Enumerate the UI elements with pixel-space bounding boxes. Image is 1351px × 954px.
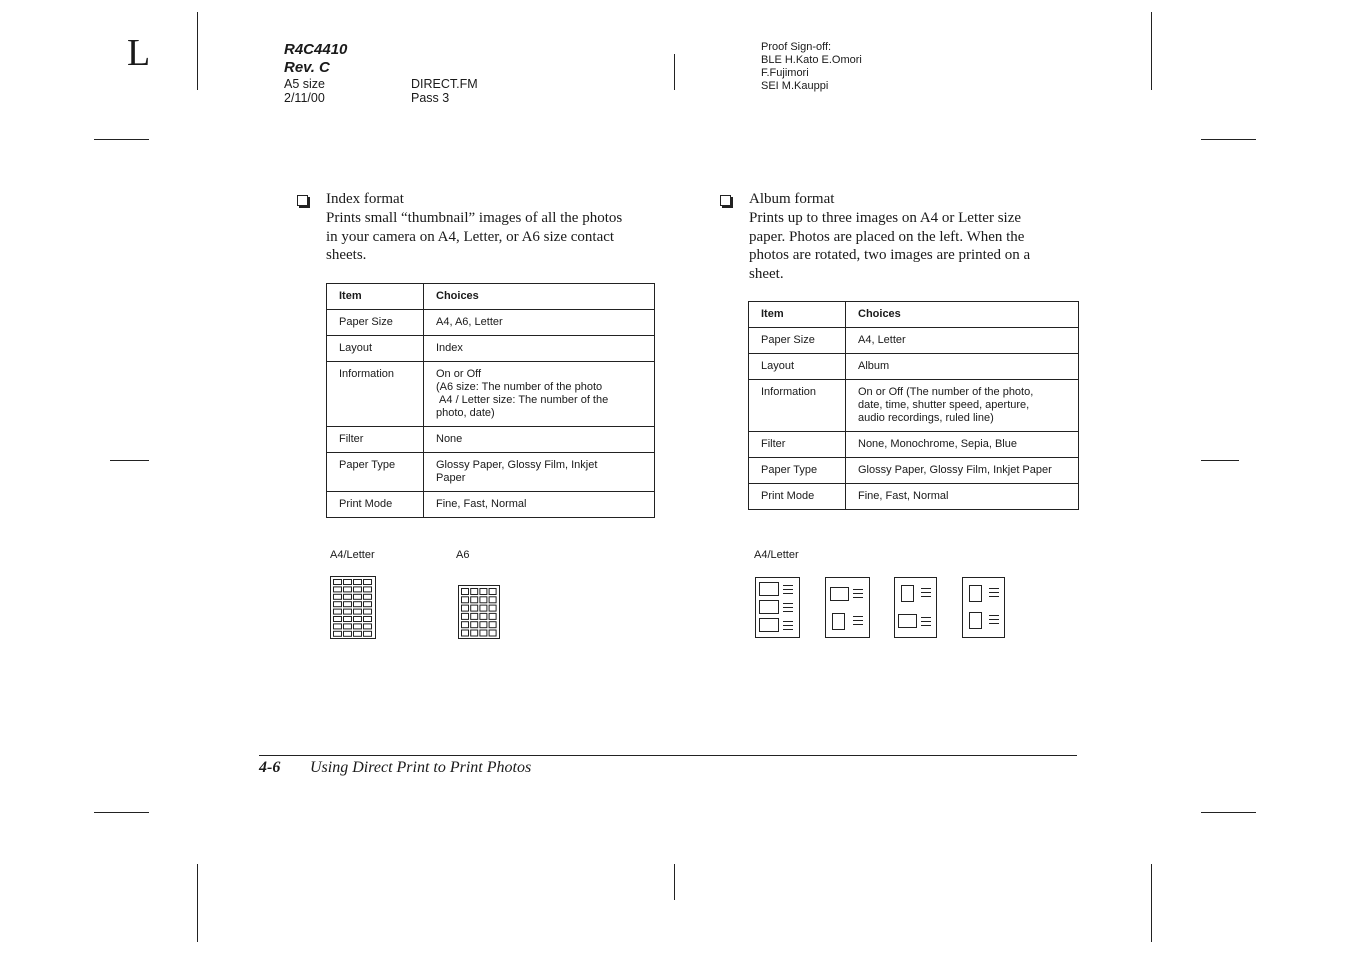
paper-size-label: A5 size <box>284 77 325 91</box>
row-choices: None, Monochrome, Sepia, Blue <box>846 432 1079 458</box>
column-header-item: Item <box>327 284 424 310</box>
index-format-table <box>326 283 655 518</box>
album-format-table <box>748 301 1079 510</box>
pass-label: Pass 3 <box>411 91 450 105</box>
crop-mark <box>1201 460 1239 461</box>
crop-mark <box>110 460 149 461</box>
page-side-letter: L <box>127 32 151 74</box>
row-choices: On or Off (A6 size: The number of the photo A4 / Letter size: The number of the photo, date) <box>424 362 655 427</box>
table-row <box>749 484 1079 510</box>
row-choices: Album <box>846 354 1079 380</box>
proof-line: F.Fujimori <box>761 67 809 79</box>
index-format-description: Prints small “thumbnail” images of all the photos in your camera on A4, Letter, or A6 size contact sheets. <box>326 210 623 263</box>
column-header-choices: Choices <box>846 302 1079 328</box>
crop-mark <box>94 812 149 813</box>
proof-line: SEI M.Kauppi <box>761 80 829 92</box>
column-header-choices: Choices <box>424 284 655 310</box>
proof-line: Proof Sign-off: <box>761 41 832 53</box>
row-choices: A4, Letter <box>846 328 1079 354</box>
row-choices: None <box>424 427 655 453</box>
row-choices: Glossy Paper, Glossy Film, Inkjet Paper <box>846 458 1079 484</box>
crop-mark <box>1201 812 1256 813</box>
table-row <box>327 336 655 362</box>
crop-mark <box>197 864 198 942</box>
table-row <box>749 354 1079 380</box>
table-row <box>327 453 655 492</box>
crop-mark <box>674 864 675 900</box>
table-row <box>749 328 1079 354</box>
running-footer-title: Using Direct Print to Print Photos <box>310 759 532 776</box>
row-item: Filter <box>749 432 846 458</box>
album-format-description: Prints up to three images on A4 or Letter size paper. Photos are placed on the left. When the photos are rotated, two images are printed on a sheet. <box>749 210 1031 282</box>
row-item: Layout <box>749 354 846 380</box>
row-choices: On or Off (The number of the photo, date, time, shutter speed, aperture, audio recordings, ruled line) <box>846 380 1079 432</box>
file-name: DIRECT.FM <box>411 77 478 91</box>
table-row <box>749 380 1079 432</box>
checkbox-bullet-icon <box>720 195 731 206</box>
crop-mark <box>94 139 149 140</box>
index-format-heading: Index format <box>326 191 404 207</box>
caption-a6: A6 <box>456 549 470 561</box>
crop-mark <box>1151 12 1152 90</box>
row-item: Paper Type <box>327 453 424 492</box>
table-row <box>327 427 655 453</box>
crop-mark <box>1201 139 1256 140</box>
proof-signoff <box>761 41 862 93</box>
row-choices: Fine, Fast, Normal <box>424 492 655 518</box>
row-item: Filter <box>327 427 424 453</box>
row-choices: Index <box>424 336 655 362</box>
row-item: Print Mode <box>749 484 846 510</box>
page-number: 4-6 <box>259 759 281 776</box>
table-header-row <box>327 284 655 310</box>
album-two-portrait-icon <box>962 577 1005 638</box>
album-three-landscape-icon <box>755 577 800 638</box>
row-item: Paper Size <box>749 328 846 354</box>
row-item: Information <box>749 380 846 432</box>
crop-mark <box>674 54 675 90</box>
checkbox-bullet-icon <box>297 195 308 206</box>
album-two-mixed-icon <box>825 577 870 638</box>
row-choices: Fine, Fast, Normal <box>846 484 1079 510</box>
index-a6-icon <box>458 585 500 639</box>
row-choices: A4, A6, Letter <box>424 310 655 336</box>
row-item: Layout <box>327 336 424 362</box>
album-two-mixed-reverse-icon <box>894 577 937 638</box>
footer-rule <box>259 755 1077 756</box>
crop-mark <box>197 12 198 90</box>
column-header-item: Item <box>749 302 846 328</box>
table-header-row <box>749 302 1079 328</box>
table-row <box>749 432 1079 458</box>
proof-line: BLE H.Kato E.Omori <box>761 54 862 66</box>
table-row <box>327 492 655 518</box>
doc-id: R4C4410 <box>284 41 348 58</box>
row-choices: Glossy Paper, Glossy Film, Inkjet Paper <box>424 453 655 492</box>
row-item: Paper Size <box>327 310 424 336</box>
index-a4-letter-icon <box>330 576 376 639</box>
album-format-heading: Album format <box>749 191 835 207</box>
row-item: Paper Type <box>749 458 846 484</box>
revision: Rev. C <box>284 59 330 76</box>
table-row <box>327 310 655 336</box>
row-item: Information <box>327 362 424 427</box>
table-row <box>327 362 655 427</box>
crop-mark <box>1151 864 1152 942</box>
caption-album-a4-letter: A4/Letter <box>754 549 799 561</box>
table-row <box>749 458 1079 484</box>
caption-a4-letter: A4/Letter <box>330 549 375 561</box>
row-item: Print Mode <box>327 492 424 518</box>
header-date: 2/11/00 <box>284 91 325 105</box>
